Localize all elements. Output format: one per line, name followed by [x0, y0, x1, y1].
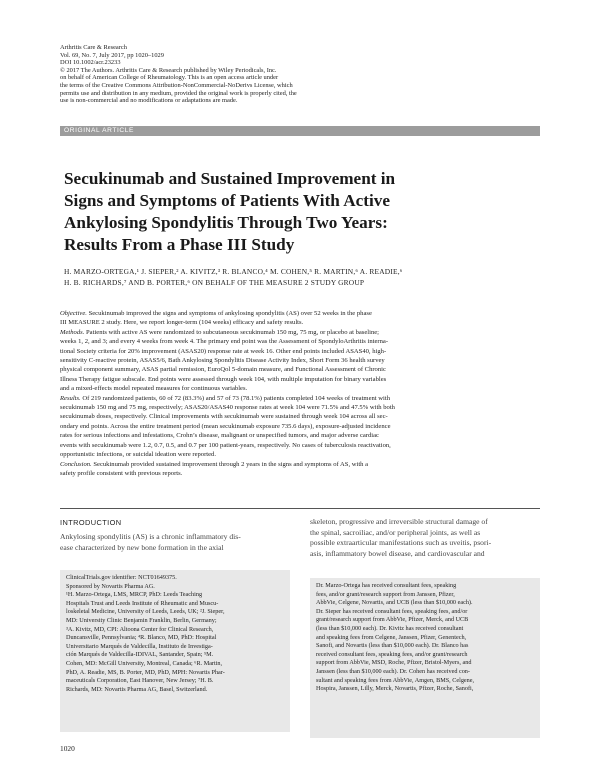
author-list — [64, 266, 534, 288]
footnote-line: Cohen, MD: McGill University, Montreal, Canada; ⁶R. Martin, — [66, 659, 223, 667]
footnote-line: Sponsored by Novartis Pharma AG. — [66, 582, 155, 590]
footnote-line: ¹H. Marzo-Ortega, LMS, MRCP, PhD: Leeds Teaching — [66, 591, 203, 599]
footnote-line: fees, and/or grant/research support from Janssen, Pfizer, — [316, 590, 455, 598]
author-line: H. B. RICHARDS,⁷ AND B. PORTER,⁶ ON BEHALF OF THE MEASURE 2 STUDY GROUP — [64, 278, 365, 287]
footnote-line: Hospira, Janssen, Lilly, Merck, Novartis, Pfizer, Roche, Sanofi, — [316, 685, 474, 693]
footnote-line: PhD, A. Readie, MS, B. Porter, MD, PhD, MPH: Novartis Phar- — [66, 668, 225, 676]
abstract-line: sensitivity C-reactive protein, ASAS5/6, Bath Ankylosing Spondylitis Disease Activity Index, Short Form 36 health survey — [60, 357, 385, 365]
footnote-line: Dr. Marzo-Ortega has received consultant fees, speaking — [316, 582, 457, 589]
abstract-line: Patients with active AS were randomized to subcutaneous secukinumab 150 mg, 75 mg, or placebo at baseline; — [86, 328, 379, 336]
footnote-line: Janssen (less than $10,000 each). Dr. Cohen has received con- — [316, 667, 470, 675]
conclusion-label: Conclusion. — [60, 460, 92, 468]
objective-label: Objective. — [60, 310, 87, 317]
disclosures-footnote — [310, 578, 540, 738]
intro-right-column — [310, 517, 491, 559]
header-line: the terms of the Creative Commons Attribution-NonCommercial-NoDerivs License, which — [60, 81, 293, 89]
abstract-conclusion — [60, 460, 540, 469]
title-line: Signs and Symptoms of Patients With Active — [64, 191, 390, 210]
abstract-results — [60, 394, 540, 403]
body-line: possible extraarticular manifestations such as uveitis, psori- — [310, 538, 492, 548]
header-line: on behalf of American College of Rheumatology. This is an open access article under — [60, 74, 279, 82]
abstract-line: rates for serious infections and infestations, Crohn’s disease, malignant or unspecified tumors, and major adverse cardiac — [60, 432, 379, 440]
footnote-line: ClinicalTrials.gov identifier: NCT01649375. — [66, 574, 177, 581]
abstract — [60, 309, 540, 478]
body-line: asis, inflammatory bowel disease, and cardiovascular and — [310, 548, 485, 558]
header-line: Arthritis Care & Research — [60, 44, 127, 51]
abstract-line: Illness Therapy fatigue subscale. End points were assessed through week 104, with multiple imputation for binary variables — [60, 375, 387, 383]
header-line: use is non-commercial and no modifications or adaptations are made. — [60, 97, 238, 105]
abstract-line: tional Society criteria for 20% improvement (ASAS20) response rate at week 16. Other end points included ASAS40, high- — [60, 347, 387, 355]
abstract-methods — [60, 328, 540, 337]
abstract-objective — [60, 309, 540, 318]
header-line: © 2017 The Authors. Arthritis Care & Research published by Wiley Periodicals, Inc. — [60, 66, 277, 74]
footnote-line: (less than $10,000 each). Dr. Kivitz has received consultant — [316, 624, 464, 632]
title-line: Results From a Phase III Study — [64, 235, 295, 254]
footnote-line: Richards, MD: Novartis Pharma AG, Basel, Switzerland. — [66, 685, 208, 693]
abstract-line: Secukinumab provided sustained improvement through 2 years in the signs and symptoms of AS, with a — [93, 460, 369, 468]
footnote-line: Hospitals Trust and Leeds Institute of Rheumatic and Muscu- — [66, 599, 219, 607]
footnote-line: sultant and speaking fees from AbbVie, Amgen, BMS, Celgene, — [316, 676, 475, 684]
intro-left-column — [60, 532, 241, 553]
abstract-line: ondary end points. Across the entire treatment period (mean secukinumab exposure 735.6 days), exposure-adjusted incidence — [60, 422, 391, 430]
abstract-line: III MEASURE 2 study. Here, we report longer-term (104 weeks) efficacy and safety results. — [60, 319, 304, 327]
header-line: DOI 10.1002/acr.23233 — [60, 59, 121, 67]
title-line: Ankylosing Spondylitis Through Two Years: — [64, 213, 388, 232]
footnote-line: AbbVie, Celgene, Novartis, and UCB (less than $10,000 each). — [316, 599, 473, 607]
affiliations-footnote — [60, 570, 290, 732]
footnote-line: received consultant fees, speaking fees, and/or grant/research — [316, 650, 468, 658]
abstract-line: and a mixed-effects model repeated measures for continuous variables. — [60, 385, 248, 393]
section-label-bar: ORIGINAL ARTICLE — [60, 126, 540, 136]
footnote-line: maceuticals Corporation, East Hanover, New Jersey; ⁷H. B. — [66, 677, 214, 685]
body-line: skeleton, progressive and irreversible structural damage of — [310, 517, 488, 526]
results-label: Results. — [60, 394, 81, 402]
abstract-divider — [60, 508, 540, 509]
footnote-line: Universitario Marqués de Valdecilla, Instituto de Investiga- — [66, 642, 213, 650]
journal-header — [60, 44, 540, 105]
header-line: Vol. 69, No. 7, July 2017, pp 1020–1029 — [60, 51, 164, 59]
footnote-line: ³A. Kivitz, MD, CPI: Altoona Center for Clinical Research, — [66, 625, 214, 633]
footnote-line: Dr. Sieper has received consultant fees, speaking fees, and/or — [316, 607, 468, 615]
abstract-line: weeks 1, 2, and 3; and every 4 weeks from week 4. The primary end point was the Assessment of SpondyloArthritis interna- — [60, 338, 389, 346]
title-line: Secukinumab and Sustained Improvement in — [64, 169, 396, 188]
abstract-line: safety profile consistent with previous reports. — [60, 469, 183, 477]
abstract-line: physical component summary, ASAS partial remission, EuroQol 5-domain measure, and Functional Assessment of Chronic — [60, 366, 386, 374]
abstract-line: secukinumab doses, respectively. Clinical improvements with secukinumab were sustained through week 104 across all sec- — [60, 413, 388, 421]
methods-label: Methods. — [60, 328, 85, 336]
footnote-line: Sanofi, and Novartis (less than $10,000 each). Dr. Blanco has — [316, 642, 469, 650]
abstract-line: Of 219 randomized patients, 60 of 72 (83.3%) and 57 of 73 (78.1%) patients completed 104 weeks of treatment with — [82, 394, 390, 402]
abstract-line: opportunistic infections, or suicidal ideation were reported. — [60, 451, 217, 459]
body-line: the spinal, sacroiliac, and/or peripheral joints, as well as — [310, 527, 481, 537]
page-number: 1020 — [60, 744, 75, 753]
footnote-line: ción Marqués de Valdecilla-IDIVAL, Santander, Spain; ⁵M. — [66, 651, 214, 659]
author-line: H. MARZO-ORTEGA,¹ J. SIEPER,² A. KIVITZ,³ R. BLANCO,⁴ M. COHEN,⁵ R. MARTIN,⁶ A. READIE,⁶ — [64, 267, 403, 276]
introduction-heading: INTRODUCTION — [60, 518, 122, 527]
article-title — [64, 168, 524, 256]
header-line: permits use and distribution in any medium, provided the original work is properly cited, the — [60, 89, 297, 97]
footnote-line: and speaking fees from Celgene, Janssen, Pfizer, Genentech, — [316, 633, 467, 641]
footnote-line: MD: University Clinic Benjamin Franklin, Berlin, Germany; — [66, 616, 217, 624]
abstract-line: Secukinumab improved the signs and symptoms of ankylosing spondylitis (AS) over 52 weeks in the phase — [88, 310, 372, 317]
footnote-line: loskeletal Medicine, University of Leeds, Leeds, UK; ²J. Sieper, — [66, 608, 225, 616]
footnote-line: grant/research support from AbbVie, Pfizer, Merck, and UCB — [316, 616, 469, 624]
body-line: Ankylosing spondylitis (AS) is a chronic inflammatory dis- — [60, 532, 241, 541]
body-line: ease characterized by new bone formation in the axial — [60, 542, 224, 552]
abstract-line: secukinumab 150 mg and 75 mg, respectively; ASAS20/ASAS40 response rates at week 104 were 71.5% and 47.5% with both — [60, 404, 395, 412]
abstract-line: events with secukinumab were 1.2, 0.7, 0.5, and 0.7 per 100 patient-years, respectively. No cases of tuberculosis reactivation, — [60, 441, 391, 449]
footnote-line: Duncansville, Pennsylvania; ⁴R. Blanco, MD, PhD: Hospital — [66, 634, 217, 642]
footnote-line: support from AbbVie, MSD, Roche, Pfizer, Bristol-Myers, and — [316, 659, 472, 667]
